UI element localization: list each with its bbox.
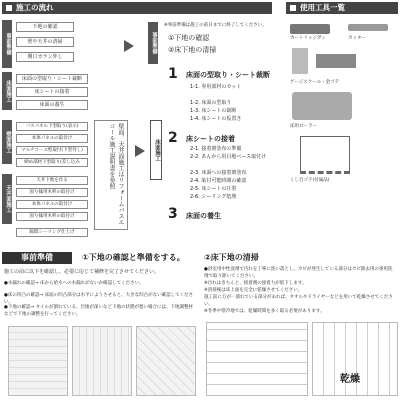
step-1-sub-2: 1-2. 床面の型取り xyxy=(190,100,232,106)
ceiling-item-1: 天井下地を作る xyxy=(16,176,88,185)
step-1-sub-3: 1-3. 床シートの裁断 xyxy=(190,108,237,114)
ceiling-item-4: 固り縁用木枠の取付け xyxy=(16,212,88,221)
ceiling-item-3: 本体パネルの取付け xyxy=(16,200,88,209)
step-2-sub-4: 2-4. 貼付可能時間の確認 xyxy=(190,178,247,184)
tools-header: 使用工具一覧 xyxy=(286,2,398,14)
vertical-note: 壁面、天井面施工はリフォームバスエコール施工説明書を参照 xyxy=(94,120,128,230)
prep-note: ※事前準備は施工の前日までに終了してください。 xyxy=(164,23,267,28)
tool-label-4: 床用ローラー xyxy=(290,124,317,129)
step-3-number: 3 xyxy=(168,206,178,222)
clean-1: ●浴室用中性洗剤で汚れを丁寧に洗い落とし、カビが発生している部分はカビ除去用の専用洗剤で取り除いてください。 xyxy=(204,267,393,279)
sealing-item: 隙間シーリング仕上げ xyxy=(16,228,88,237)
step-1-sub-1: 1-1. 専用部材のカット xyxy=(190,84,242,90)
step-1-number: 1 xyxy=(168,66,178,82)
worker-illustration-3 xyxy=(136,326,196,396)
cleaning-illustration xyxy=(206,322,308,396)
step-2-sub-6: 2-6. シーリング処理 xyxy=(190,194,237,200)
step-2-title: 床シートの接着 xyxy=(186,135,235,143)
floor-item-2: 床シートの接着 xyxy=(16,87,88,97)
step-2-sub-5: 2-5. 床シートの圧着 xyxy=(190,186,237,192)
check-1: ●水漏れの確認→ 床から給水への水漏れがないか確認してください。 xyxy=(4,281,144,286)
wall-item-4: 納め部材下型取り(差し込み xyxy=(16,158,88,167)
clean-5: ※冬季や寒冷地では、乾燥時間を多く取る必要があります。 xyxy=(204,309,325,314)
floor-flow-label: 床面施工 xyxy=(150,120,162,180)
tool-label-3: ゲージスケール・金ゴテ xyxy=(290,80,340,85)
worker-illustration-1 xyxy=(8,326,68,396)
prep-result-2: ②床下地の清掃 xyxy=(168,46,217,54)
prep-item-3: 開口カラン外し xyxy=(16,52,74,62)
wall-item-2: 本体パネルの取付け xyxy=(16,134,88,143)
wall-item-3: マルチコーユ壁取付(下型外し) xyxy=(16,146,88,155)
step-3-title: 床面の養生 xyxy=(186,212,221,220)
clean-2: ※汚れはきちんと、接着剤の接着力が低下します。 xyxy=(204,281,307,286)
tool-label-2: カッター xyxy=(348,36,366,41)
clean-4: 施工前に万が一濡れている部分があれば、タオルやドライヤーなどを用いて乾燥させてください。 xyxy=(204,295,393,307)
wall-side-label: 壁面施工 xyxy=(2,120,12,164)
check-2: ●床の凹凸の確認→ 床面の凹凸部分は水平にようさせると、大きな凹凸がない確認してください。 xyxy=(4,293,194,305)
step-2-sub-1: 2-1. 接着剤塗布の準備 xyxy=(190,146,242,152)
ceiling-item-2: 固り縁用木枠の取付け xyxy=(16,188,88,197)
prep-flow-label: 事前準備 xyxy=(148,22,158,64)
floor-item-3: 床面の養生 xyxy=(16,100,88,110)
step-1-sub-4: 1-4. 床シートの仮置き xyxy=(190,116,242,122)
tool-label-5: くし目ゴテ(付属品) xyxy=(290,178,330,183)
step-2-sub-3: 2-3. 床面への接着剤塗布 xyxy=(190,170,247,176)
step-1-title: 床面の型取り・シート裁断 xyxy=(186,71,270,79)
tool-notched-trowel-icon xyxy=(300,136,350,174)
clean-3: ※清掃後は床上面を完全に乾燥させてください。 xyxy=(204,288,303,293)
tool-roller-icon xyxy=(292,92,352,120)
prep-item-2: 壁や天井の清掃 xyxy=(16,37,74,47)
tool-cutter-icon xyxy=(348,24,388,31)
prep-side-label: 事前準備 xyxy=(2,20,12,68)
tool-label-1: カートリッジガン xyxy=(290,36,326,41)
ceiling-side-label: 天井面施工 xyxy=(2,174,12,224)
floor-arrow xyxy=(135,145,145,157)
tool-trowel-icon xyxy=(316,54,356,68)
heading-check: ①下地の確認と準備をする。 xyxy=(82,253,185,262)
prep-item-1: 下地の確認 xyxy=(16,22,74,32)
heading-clean: ②床下地の清掃 xyxy=(204,253,259,262)
flow-header: 施工の流れ xyxy=(2,2,272,14)
check-intro: 施工の前に以下を確認し、必要に応じて補修を完了させてください。 xyxy=(4,269,160,275)
prep-section-bar: 事前準備 xyxy=(2,252,72,264)
tool-gauge-icon xyxy=(292,48,308,74)
prep-arrow xyxy=(124,40,134,52)
tool-caulk-gun-icon xyxy=(290,24,330,34)
worker-illustration-2 xyxy=(72,326,132,396)
step-2-number: 2 xyxy=(168,130,178,146)
wall-item-1: バスパネル下型取り(表示) xyxy=(16,122,88,131)
step-2-sub-2: 2-2. あんから用目地ベース取付け xyxy=(190,154,267,160)
floor-item-1: 床面の型取り・シート裁断 xyxy=(16,74,88,84)
check-3: ●下地の確認→ タイルが割れている、目地が深いなど下地の状態が悪い場合には、下地調整材などで下地の調整を行ってください。 xyxy=(4,305,194,317)
prep-result-1: ①下地の確認 xyxy=(168,34,210,42)
floor-side-label: 床面施工 xyxy=(2,72,12,110)
dry-label: 乾燥 xyxy=(340,374,360,385)
